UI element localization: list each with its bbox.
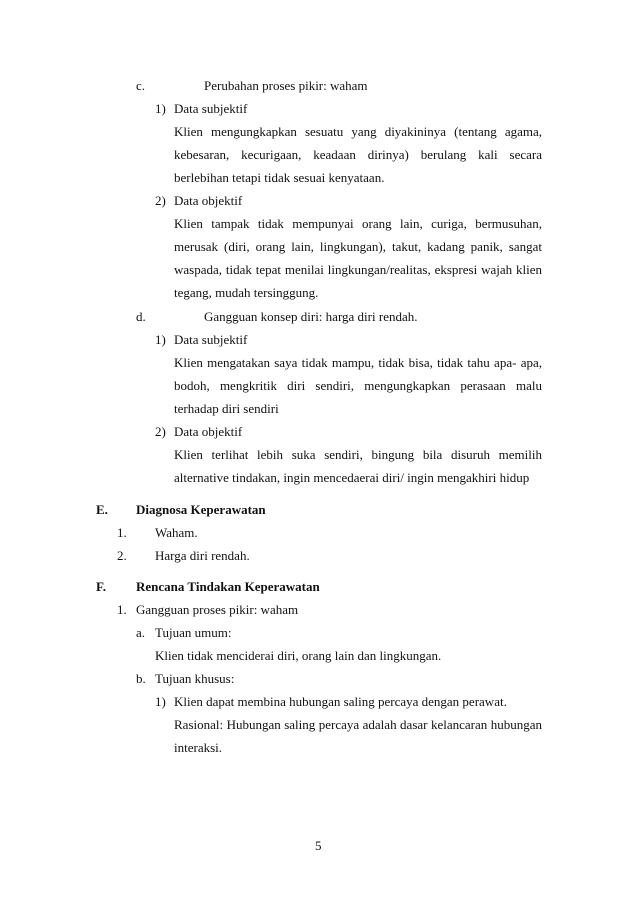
body-line: kebesaran, kecurigaan, keadaan dirinya) berulang kali secara xyxy=(174,147,542,162)
section-c-sub2-number: 2) xyxy=(155,193,166,208)
body-line: berlebihan tetapi tidak sesuai kenyataan. xyxy=(174,170,385,185)
section-c-sub1-label: Data subjektif xyxy=(174,101,248,116)
section-e-heading: Diagnosa Keperawatan xyxy=(136,502,266,517)
diagnosis-item: Waham. xyxy=(155,525,198,540)
plan-b-marker: b. xyxy=(136,671,146,686)
section-d-title: Gangguan konsep diri: harga diri rendah. xyxy=(204,309,418,324)
plan-b-sub1-number: 1) xyxy=(155,694,166,709)
body-line: waspada, tidak tepat menilai lingkungan/realitas, ekspresi wajah klien xyxy=(174,262,542,277)
section-c-sub2-label: Data objektif xyxy=(174,193,243,208)
rationale-line: Rasional: Hubungan saling percaya adalah dasar kelancaran hubungan xyxy=(174,717,542,732)
section-e-marker: E. xyxy=(96,502,108,517)
section-d-sub1-label: Data subjektif xyxy=(174,332,248,347)
body-line: Klien tampak tidak mempunyai orang lain, curiga, bermusuhan, xyxy=(174,216,542,231)
section-c-title: Perubahan proses pikir: waham xyxy=(204,78,368,93)
section-c-marker: c. xyxy=(136,78,146,93)
plan-b-sub1-text: Klien dapat membina hubungan saling percaya dengan perawat. xyxy=(174,694,507,709)
body-line: alternative tindakan, ingin mencedaerai diri/ ingin mengakhiri hidup xyxy=(174,470,530,485)
plan-a-marker: a. xyxy=(136,625,146,640)
body-line: bodoh, mengkritik diri sendiri, mengungkapkan perasaan malu xyxy=(174,378,542,393)
section-c-sub1-number: 1) xyxy=(155,101,166,116)
body-line: tegang, mudah tersinggung. xyxy=(174,285,319,300)
section-f-marker: F. xyxy=(96,579,106,594)
section-d-sub2-label: Data objektif xyxy=(174,424,243,439)
diagnosis-item: Harga diri rendah. xyxy=(155,548,250,563)
rationale-line: interaksi. xyxy=(174,740,223,755)
page-number: 5 xyxy=(315,838,322,853)
section-d-marker: d. xyxy=(136,309,146,324)
diagnosis-number: 2. xyxy=(117,548,127,563)
body-line: Klien mengatakan saya tidak mampu, tidak bisa, tidak tahu apa- apa, xyxy=(174,355,542,370)
section-f-heading: Rencana Tindakan Keperawatan xyxy=(136,579,320,594)
diagnosis-number: 1. xyxy=(117,525,127,540)
plan-a-text: Klien tidak menciderai diri, orang lain dan lingkungan. xyxy=(155,648,442,663)
plan-item-number: 1. xyxy=(117,602,127,617)
plan-a-label: Tujuan umum: xyxy=(155,625,232,640)
section-d-sub2-number: 2) xyxy=(155,424,166,439)
plan-item-text: Gangguan proses pikir: waham xyxy=(136,602,299,617)
plan-b-label: Tujuan khusus: xyxy=(155,671,235,686)
section-d-sub1-number: 1) xyxy=(155,332,166,347)
body-line: terhadap diri sendiri xyxy=(174,401,279,416)
body-line: Klien mengungkapkan sesuatu yang diyakininya (tentang agama, xyxy=(174,124,542,139)
body-line: Klien terlihat lebih suka sendiri, bingung bila disuruh memilih xyxy=(174,447,542,462)
body-line: merusak (diri, orang lain, lingkungan), takut, kadang panik, sangat xyxy=(174,239,542,254)
